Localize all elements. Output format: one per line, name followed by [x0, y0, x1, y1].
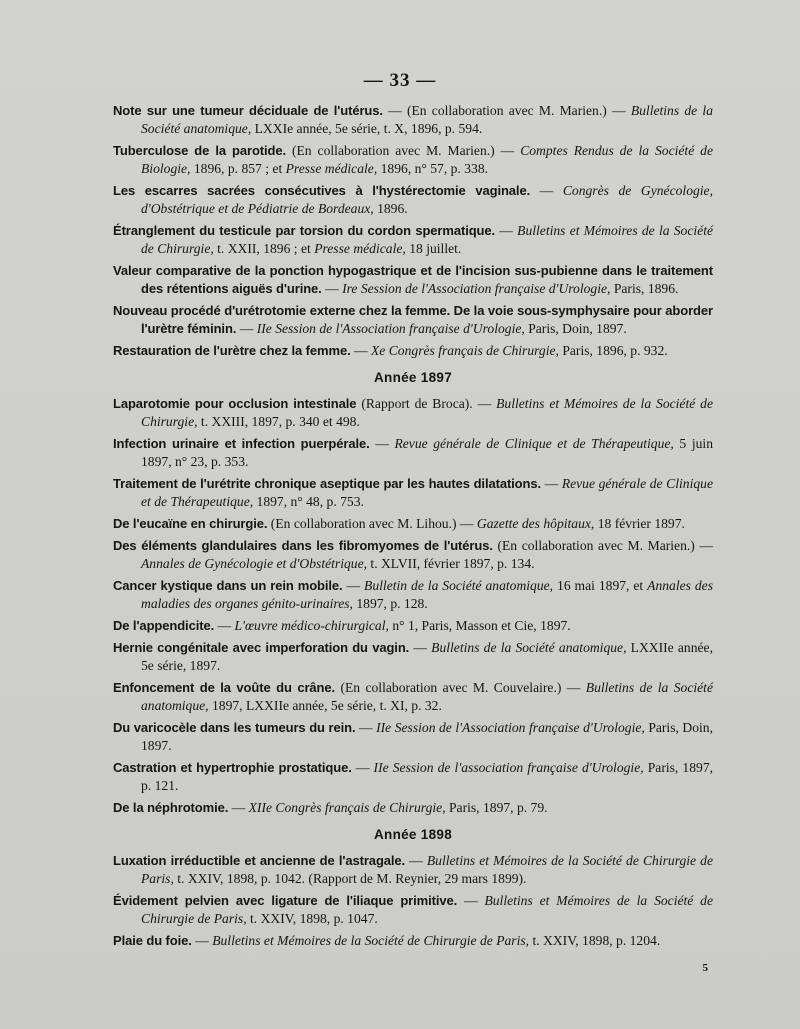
- entry-source: Congrès de Gynécologie, d'Obstétrique et de Pédiatrie de Bordeaux,: [141, 183, 713, 216]
- bibliography-entry: [113, 515, 713, 533]
- signature-mark: 5: [702, 962, 708, 974]
- bibliography-entry: [113, 262, 713, 298]
- entry-text: —: [191, 933, 213, 948]
- entry-title: Enfoncement de la voûte du crâne.: [113, 680, 336, 695]
- entry-title: Traitement de l'urétrite chronique aseptique par les hautes dilatations.: [113, 476, 542, 491]
- entry-title: Du varicocèle dans les tumeurs du rein.: [113, 720, 356, 735]
- entry-text: —: [214, 618, 235, 633]
- entry-text: —: [342, 578, 365, 593]
- entry-title: De l'eucaïne en chirurgie.: [113, 516, 268, 531]
- entry-source: Presse médicale,: [314, 241, 406, 256]
- entry-text: Paris, 1897, p. 79.: [445, 800, 548, 815]
- bibliography-entry: [113, 577, 713, 613]
- entry-title: Des éléments glandulaires dans les fibromyomes de l'utérus.: [113, 538, 493, 553]
- entry-text: (En collaboration avec M. Marien.) —: [492, 538, 713, 553]
- entry-text: 5 juin 1897, n° 23, p. 353.: [141, 436, 713, 469]
- bibliography-entry: [113, 852, 713, 888]
- entry-text: t. XXIV, 1898, p. 1204.: [529, 933, 661, 948]
- entry-text: Paris, 1896, p. 932.: [558, 343, 668, 358]
- bibliography-entry: [113, 182, 713, 218]
- bibliography-entry: [113, 342, 713, 360]
- entry-title: De l'appendicite.: [113, 618, 215, 633]
- entry-title: Castration et hypertrophie prostatique.: [113, 760, 352, 775]
- bibliography-entry: [113, 102, 713, 138]
- entry-title: Tuberculose de la parotide.: [113, 143, 287, 158]
- bibliography-entry: [113, 302, 713, 338]
- bibliography-entry: [113, 395, 713, 431]
- entry-title: Infection urinaire et infection puerpérale.: [113, 436, 370, 451]
- entry-text: —: [369, 436, 395, 451]
- entry-text: 1896, p. 857 ; et: [190, 161, 286, 176]
- bibliography-entry: [113, 475, 713, 511]
- entry-title: Luxation irréductible et ancienne de l'astragale.: [113, 853, 406, 868]
- entry-text: — (En collaboration avec M. Marien.) —: [382, 103, 631, 118]
- entry-text: 1897, LXXIIe année, 5e série, t. XI, p. 32.: [208, 698, 442, 713]
- entry-title: Laparotomie pour occlusion intestinale: [113, 396, 357, 411]
- entry-source: Xe Congrès français de Chirurgie,: [371, 343, 559, 358]
- entry-source: Gazette des hôpitaux,: [476, 516, 595, 531]
- entry-text: 1896.: [373, 201, 408, 216]
- entry-text: Paris, Doin, 1897.: [524, 321, 627, 336]
- bibliography-entry: [113, 932, 713, 950]
- entry-text: —: [350, 343, 371, 358]
- entry-source: Annales des maladies des organes génito-urinaires,: [141, 578, 714, 611]
- entry-text: —: [530, 183, 563, 198]
- entry-source: Bulletins de la Société anatomique,: [141, 680, 713, 713]
- entry-text: n° 1, Paris, Masson et Cie, 1897.: [388, 618, 571, 633]
- entry-source: Comptes Rendus de la Société de Biologie,: [141, 143, 714, 176]
- entry-source: Annales de Gynécologie et d'Obstétrique,: [141, 556, 368, 571]
- entry-source: IIe Session de l'Association française d'Urologie,: [376, 720, 645, 735]
- entry-text: Paris, Doin, 1897.: [141, 720, 714, 753]
- bibliography-entry: [113, 537, 713, 573]
- entry-title: De la néphrotomie.: [113, 800, 229, 815]
- entry-text: 18 juillet.: [405, 241, 462, 256]
- entry-source: Bulletins et Mémoires de la Société de Chirurgie de Paris,: [141, 853, 714, 886]
- entry-source: Revue générale de Clinique et de Thérapeutique,: [394, 436, 674, 451]
- bibliography-entry: [113, 639, 713, 675]
- bibliography-entry: [113, 679, 713, 715]
- bibliography-entry: [113, 799, 713, 817]
- entry-text: —: [351, 760, 374, 775]
- bibliography-list: [113, 102, 713, 954]
- entry-text: (En collaboration avec M. Marien.) —: [286, 143, 521, 158]
- entry-title: Évidement pelvien avec ligature de l'iliaque primitive.: [113, 893, 458, 908]
- entry-source: Ire Session de l'Association française d'Urologie,: [342, 281, 611, 296]
- entry-source: Bulletins et Mémoires de la Société de Chirurgie de Paris,: [141, 893, 714, 926]
- year-heading: Année 1898: [373, 827, 453, 842]
- bibliography-entry: [113, 435, 713, 471]
- entry-source: Bulletins de la Société anatomique,: [431, 640, 627, 655]
- entry-title: Les escarres sacrées consécutives à l'hystérectomie vaginale.: [113, 183, 531, 198]
- entry-title: Cancer kystique dans un rein mobile.: [113, 578, 343, 593]
- entry-source: L'œuvre médico-chirurgical,: [234, 618, 389, 633]
- entry-source: IIe Session de l'association française d'Urologie,: [373, 760, 644, 775]
- entry-source: Bulletins et Mémoires de la Société de Chirurgie,: [141, 223, 714, 256]
- entry-title: Nouveau procédé d'urétrotomie externe chez la femme. De la voie sous-symphysaire pour aborder l'urètre féminin.: [113, 303, 713, 336]
- entry-title: Note sur une tumeur déciduale de l'utérus.: [113, 103, 383, 118]
- entry-text: 18 février 1897.: [594, 516, 685, 531]
- entry-title: Étranglement du testicule par torsion du cordon spermatique.: [113, 223, 496, 238]
- bibliography-entry: [113, 142, 713, 178]
- entry-text: t. XLVII, février 1897, p. 134.: [367, 556, 535, 571]
- entry-text: (En collaboration avec M. Couvelaire.) —: [335, 680, 586, 695]
- entry-text: —: [236, 321, 257, 336]
- entry-text: —: [409, 640, 432, 655]
- entry-text: t. XXIV, 1898, p. 1042. (Rapport de M. Reynier, 29 mars 1899).: [173, 871, 527, 886]
- entry-source: IIe Session de l'Association française d'Urologie,: [256, 321, 525, 336]
- entry-text: 16 mai 1897, et: [553, 578, 648, 593]
- entry-text: —: [495, 223, 518, 238]
- entry-source: XIIe Congrès français de Chirurgie,: [248, 800, 446, 815]
- entry-text: 1896, n° 57, p. 338.: [377, 161, 489, 176]
- entry-title: Restauration de l'urètre chez la femme.: [113, 343, 351, 358]
- entry-text: —: [355, 720, 377, 735]
- entry-text: (Rapport de Broca). —: [356, 396, 497, 411]
- entry-text: t. XXIV, 1898, p. 1047.: [246, 911, 378, 926]
- entry-text: LXXIe année, 5e série, t. X, 1896, p. 594.: [251, 121, 483, 136]
- entry-text: —: [457, 893, 485, 908]
- entry-source: Revue générale de Clinique et de Thérapeutique,: [141, 476, 714, 509]
- page-number: — 33 —: [363, 70, 437, 91]
- entry-text: —: [405, 853, 427, 868]
- entry-source: Presse médicale,: [285, 161, 378, 176]
- entry-text: Paris, 1897, p. 121.: [141, 760, 714, 793]
- year-heading: Année 1897: [373, 370, 453, 385]
- entry-title: Hernie congénitale avec imperforation du vagin.: [113, 640, 410, 655]
- entry-source: Bulletins et Mémoires de la Société de Chirurgie de Paris,: [212, 933, 530, 948]
- entry-text: —: [321, 281, 343, 296]
- entry-text: t. XXIII, 1897, p. 340 et 498.: [197, 414, 360, 429]
- bibliography-entry: [113, 719, 713, 755]
- entry-title: Plaie du foie.: [113, 933, 192, 948]
- entry-text: —: [228, 800, 249, 815]
- entry-text: t. XXII, 1896 ; et: [213, 241, 315, 256]
- entry-source: Bulletin de la Société anatomique,: [364, 578, 554, 593]
- entry-text: —: [541, 476, 562, 491]
- entry-source: Bulletins de la Société anatomique,: [141, 103, 713, 136]
- entry-text: Paris, 1896.: [610, 281, 679, 296]
- entry-text: 1897, p. 128.: [352, 596, 428, 611]
- bibliography-entry: [113, 892, 713, 928]
- bibliography-entry: [113, 759, 713, 795]
- entry-text: 1897, n° 48, p. 753.: [253, 494, 364, 509]
- entry-text: LXXIIe année, 5e série, 1897.: [141, 640, 713, 673]
- bibliography-entry: [113, 222, 713, 258]
- entry-source: Bulletins et Mémoires de la Société de Chirurgie,: [141, 396, 714, 429]
- entry-text: (En collaboration avec M. Lihou.) —: [267, 516, 477, 531]
- bibliography-entry: [113, 617, 713, 635]
- entry-title: Valeur comparative de la ponction hypogastrique et de l'incision sus-pubienne dans le traitement des rétentions aiguës d'urine.: [113, 263, 713, 296]
